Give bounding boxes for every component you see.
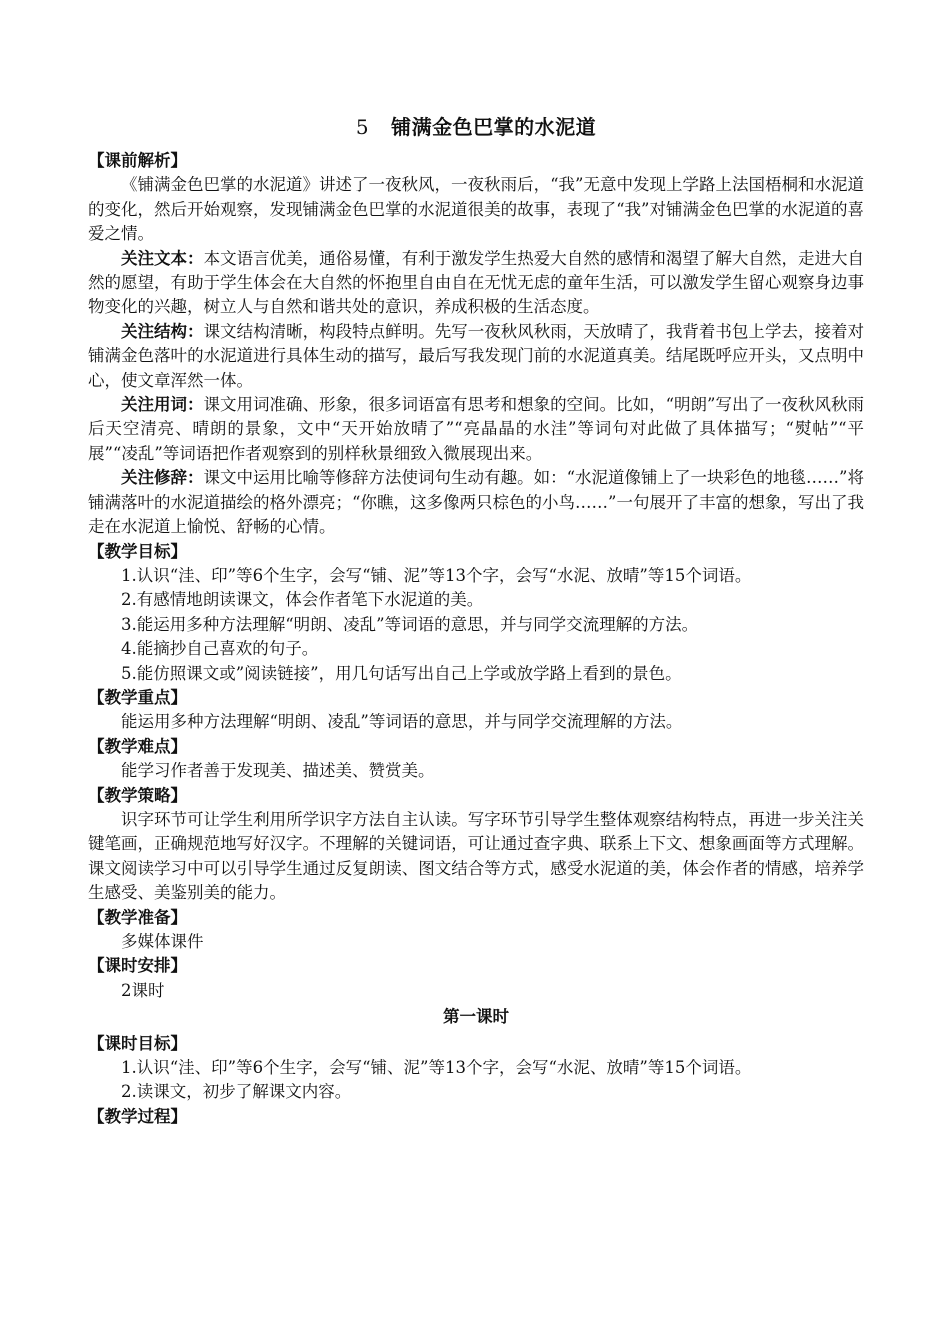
pre-analysis-intro: 《铺满金色巴掌的水泥道》讲述了一夜秋风，一夜秋雨后，“我”无意中发现上学路上法国梧桐和水泥道的变化，然后开始观察，发现铺满金色巴掌的水泥道很美的故事，表现了“我”对铺满金色巴掌的水泥道的喜爱之情。: [88, 175, 864, 244]
text-focus-body: 本文语言优美，通俗易懂，有利于激发学生热爱大自然的感情和渴望了解大自然，走进大自然的愿望，有助于学生体会在大自然的怀抱里自由自在无忧无虑的童年生活，可以激发学生留心观察身边事物变化的兴趣，树立人与自然和谐共处的意识，养成积极的生活态度。: [88, 248, 865, 317]
structure-focus-body: 课文结构清晰，构段特点鲜明。先写一夜秋风秋雨，天放晴了，我背着书包上学去，接着对铺满金色落叶的水泥道进行具体生动的描写，最后写我发现门前的水泥道真美。结尾既呼应开头，又点明中心，使文章浑然一体。: [88, 321, 865, 390]
text-focus-label: 关注文本：: [121, 248, 204, 268]
heading-pre-analysis: 【课前解析】: [88, 151, 187, 170]
goal-item: 4.能摘抄自己喜欢的句子。: [121, 639, 319, 659]
heading-teaching-process: 【教学过程】: [88, 1106, 187, 1126]
goal-item: 3.能运用多种方法理解“明朗、凌乱”等词语的意思，并与同学交流理解的方法。: [121, 614, 699, 634]
schedule-body: 2课时: [121, 980, 165, 1000]
key-points-body: 能运用多种方法理解“明朗、凌乱”等词语的意思，并与同学交流理解的方法。: [121, 712, 683, 732]
strategy-body: 识字环节可让学生利用所学识字方法自主认读。写字环节引导学生整体观察结构特点，再进一步关注关键笔画，正确规范地写好汉字。不理解的关键词语，可让通过查字典、联系上下文、想象画面等方式理解。课文阅读学习中可以引导学生通过反复朗读、图文结合等方式，感受水泥道的美，体会作者的情感，培养学生感受、美鉴别美的能力。: [88, 809, 864, 903]
goal-item: 2.有感情地朗读课文，体会作者笔下水泥道的美。: [121, 590, 484, 610]
rhetoric-focus-label: 关注修辞：: [121, 468, 204, 488]
heading-key-points: 【教学重点】: [88, 687, 187, 707]
word-focus-paragraph: [88, 393, 864, 466]
document-page: [88, 112, 864, 1129]
rhetoric-focus-paragraph: [88, 466, 864, 539]
lesson-title: 铺满金色巴掌的水泥道: [391, 115, 597, 139]
lesson-number: 5: [355, 115, 370, 139]
word-focus-body: 课文用词准确、形象，很多词语富有思考和想象的空间。比如，“明朗”写出了一夜秋风秋雨后天空清亮、晴朗的景象，文中“天开始放晴了”“亮晶晶的水洼”等词句对此做了具体描写；“熨帖”“平展”“凌乱”等词语把作者观察到的别样秋景细致入微展现出来。: [88, 395, 864, 463]
goal-item: 1.认识“洼、印”等6个生字，会写“铺、泥”等13个字，会写“水泥、放晴”等15个词语。: [121, 565, 752, 585]
structure-focus-label: 关注结构：: [121, 321, 204, 341]
text-focus-paragraph: [88, 247, 864, 320]
goal-item: 5.能仿照课文或”阅读链接”，用几句话写出自己上学或放学路上看到的景色。: [121, 663, 682, 683]
rhetoric-focus-body: 课文中运用比喻等修辞方法使词句生动有趣。如：“水泥道像铺上了一块彩色的地毯……”将铺满落叶的水泥道描绘的格外漂亮；“你瞧，这多像两只棕色的小鸟……”一句展开了丰富的想象，写出了我走在水泥道上愉悦、舒畅的心情。: [88, 468, 864, 537]
heading-teaching-goals: 【教学目标】: [88, 541, 187, 561]
lesson-goal-item: 2.读课文，初步了解课文内容。: [121, 1082, 352, 1102]
structure-focus-paragraph: [88, 320, 864, 393]
difficulties-body: 能学习作者善于发现美、描述美、赞赏美。: [121, 761, 435, 781]
heading-preparation: 【教学准备】: [88, 907, 187, 927]
lesson-goal-item: 1.认识“洼、印”等6个生字，会写“铺、泥”等13个字，会写“水泥、放晴”等15个词语。: [121, 1058, 752, 1078]
heading-lesson-goals: 【课时目标】: [88, 1033, 187, 1053]
first-lesson-title: 第一课时: [443, 1007, 509, 1027]
preparation-body: 多媒体课件: [121, 932, 204, 951]
heading-schedule: 【课时安排】: [88, 956, 187, 976]
heading-strategy: 【教学策略】: [88, 785, 187, 805]
word-focus-label: 关注用词：: [121, 395, 204, 415]
heading-difficulties: 【教学难点】: [88, 736, 187, 756]
document-title: [88, 112, 864, 142]
